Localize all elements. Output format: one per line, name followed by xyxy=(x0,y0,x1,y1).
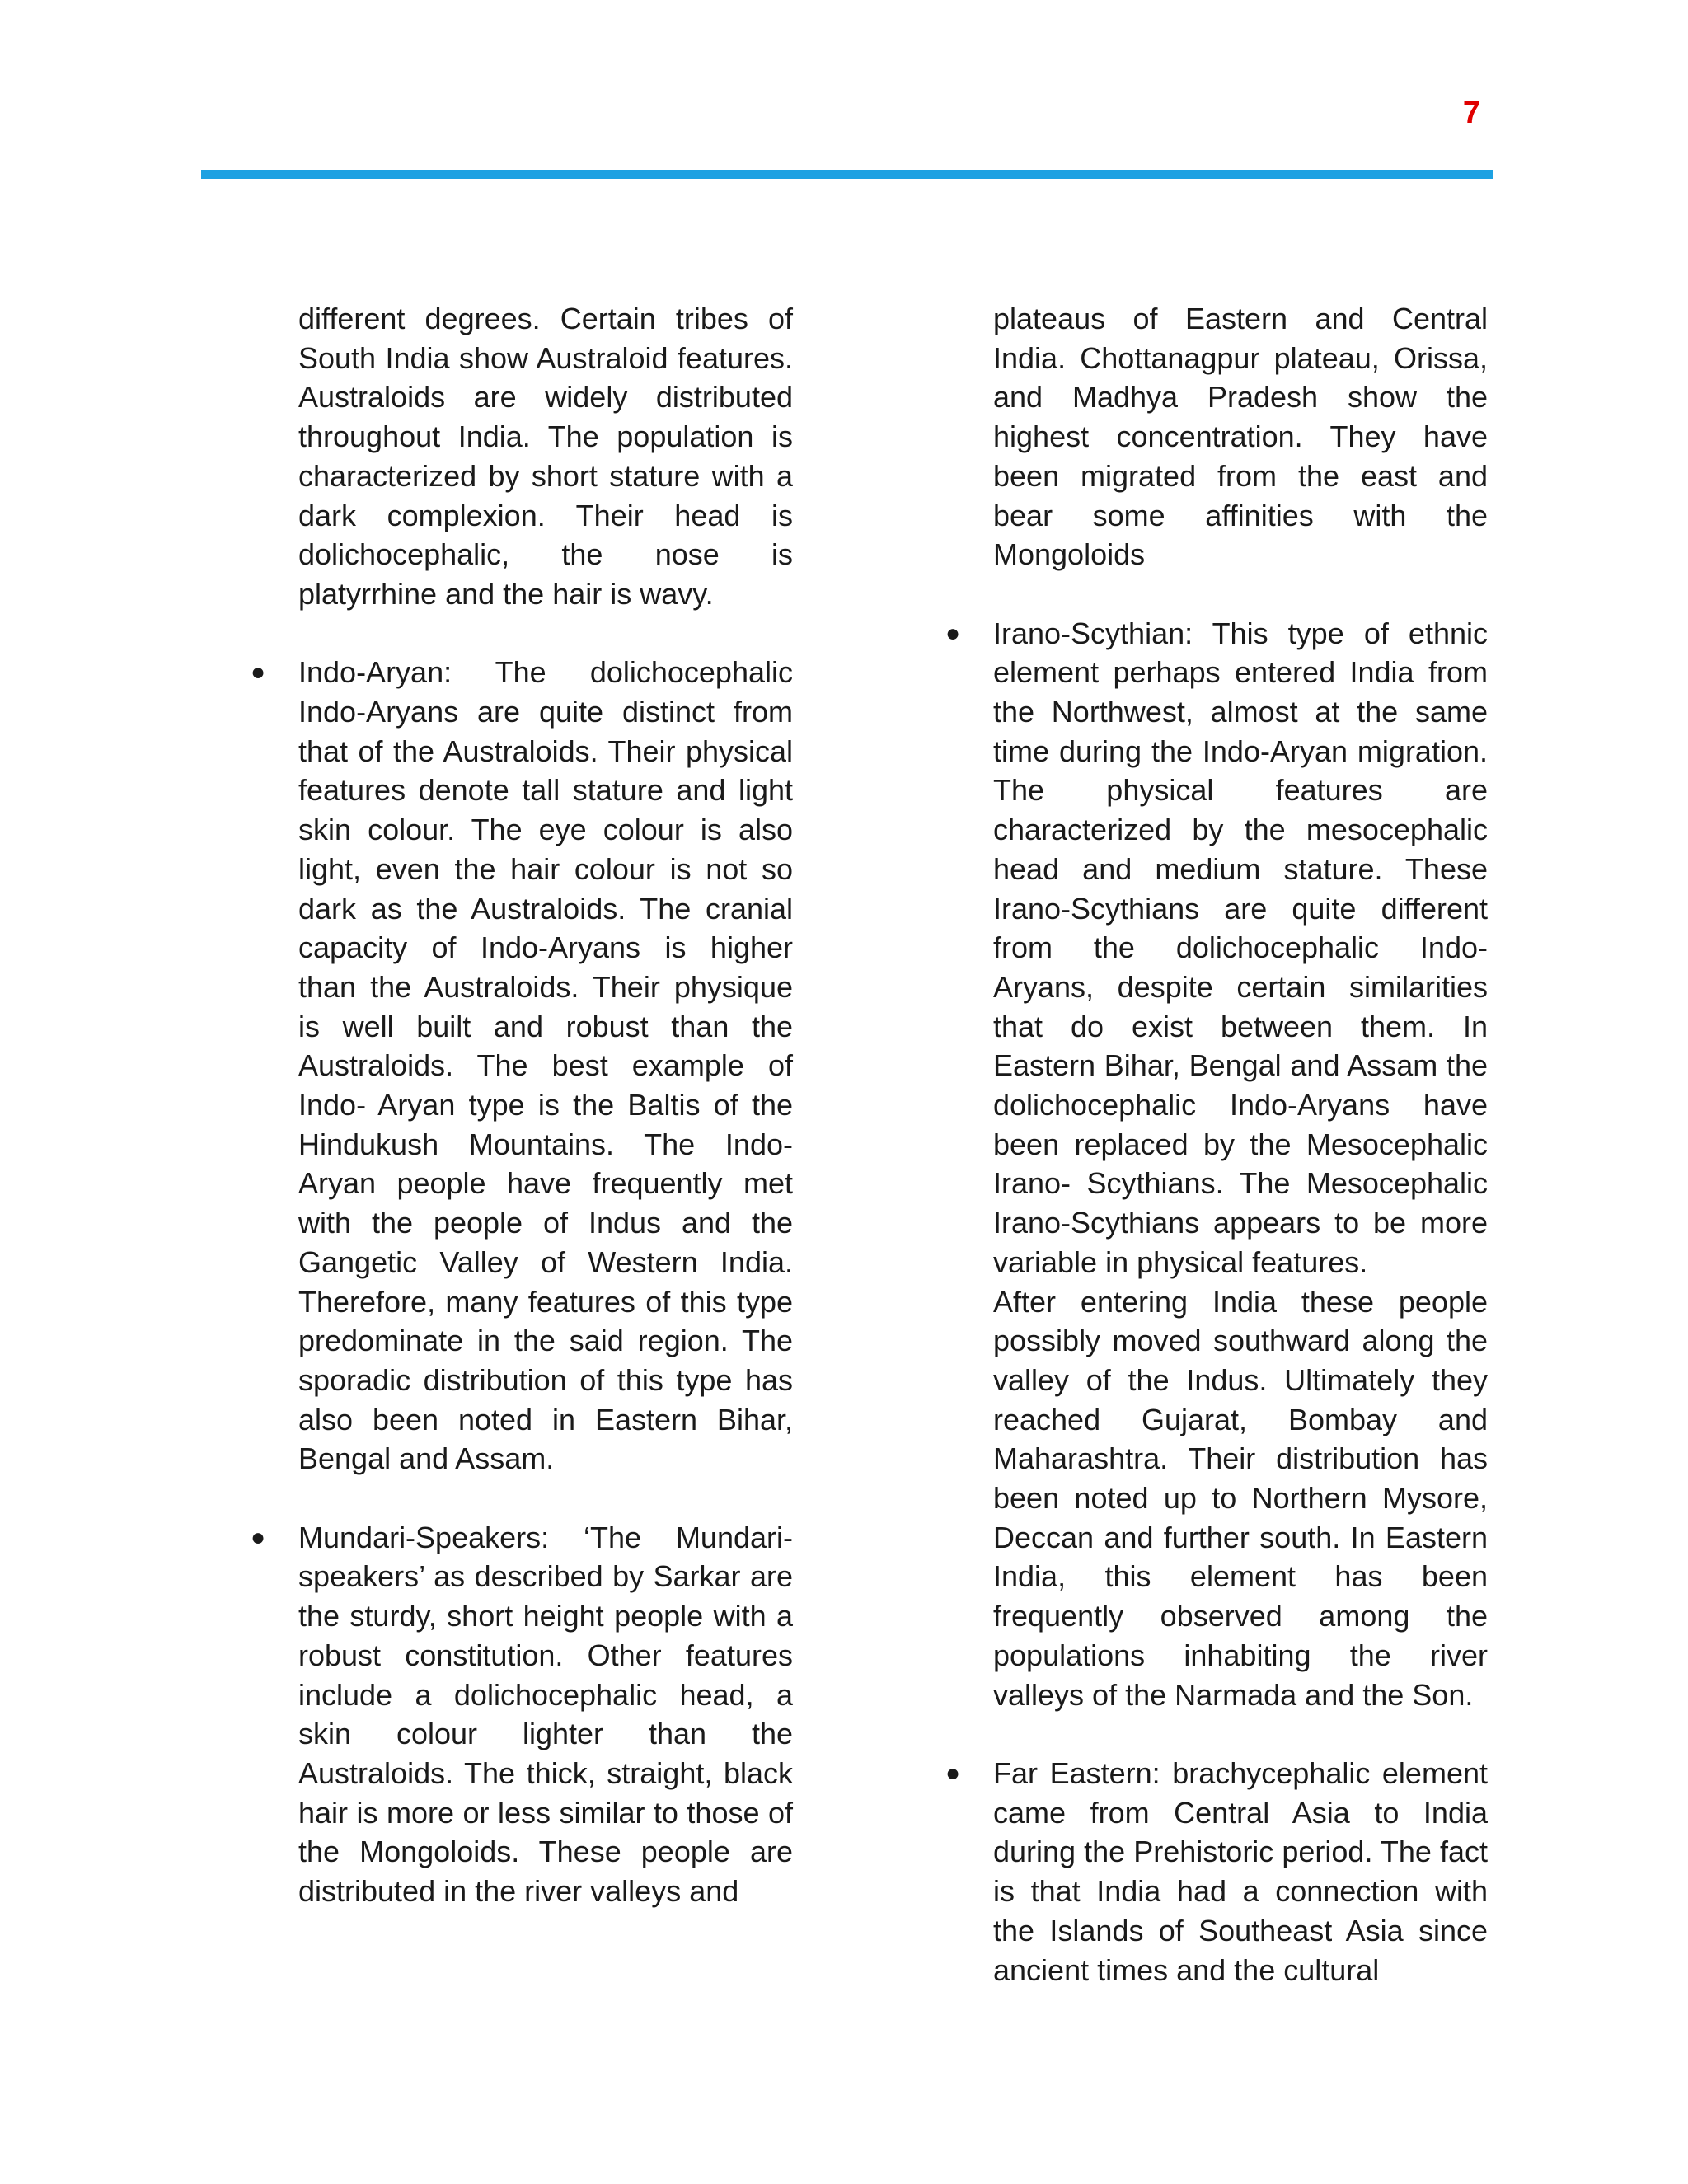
bullet-text-far-eastern: Far Eastern: brachycephalic element came from Central Asia to India during the Prehistoric period. The fact is that India had a connection with the Islands of Southeast Asia since ancient times and the cultural xyxy=(993,1755,1488,1987)
bullet-item-far-eastern xyxy=(945,1754,1488,1990)
bullet-icon: ● xyxy=(945,619,961,647)
bullet-icon: ● xyxy=(251,658,266,687)
bullet-icon: ● xyxy=(251,1523,266,1551)
irano-scythian-continuation: After entering India these people possibly moved southward along the valley of the Indus. Ultimately they reached Gujarat, Bombay and Maharashtra. Their distribution has been noted up to Northern Mysore, Deccan and further south. In Eastern India, this element has been frequently observed among the populations inhabiting the river valleys of the Narmada and the Son. xyxy=(993,1284,1488,1712)
bullet-icon: ● xyxy=(945,1759,961,1787)
right-continued-paragraph: plateaus of Eastern and Central India. Chottanagpur plateau, Orissa, and Madhya Pradesh show the highest concentration. They have been migrated from the east and bear some affinities with the Mongoloids xyxy=(993,302,1488,572)
bullet-item-indo-aryan xyxy=(251,653,793,1479)
bullet-text-mundari-speakers: Mundari-Speakers: ‘The Mundari-speakers’ as described by Sarkar are the sturdy, short height people with a robust constitution. Other features include a dolichocephalic head, a skin colour lighter than the Australoids. The thick, straight, black hair is more or less similar to those of the Mongoloids. These people are distributed in the river valleys and xyxy=(298,1520,793,1909)
page-number: 7 xyxy=(1462,96,1480,130)
left-column xyxy=(251,299,793,1911)
left-continued-paragraph: different degrees. Certain tribes of South India show Australoid features. Australoids are widely distributed throughout India. The population is characterized by short stature with a dark complexion. Their head is dolichocephalic, the nose is platyrrhine and the hair is wavy. xyxy=(298,302,793,611)
header-rule xyxy=(201,170,1493,179)
bullet-item-mundari-speakers xyxy=(251,1518,793,1911)
right-column xyxy=(945,299,1488,1990)
bullet-text-indo-aryan: Indo-Aryan: The dolichocephalic Indo-Aryans are quite distinct from that of the Australoids. Their physical features denote tall stature and light skin colour. The eye colour is also light, even the hair colour is not so dark as the Australoids. The cranial capacity of Indo-Aryans is higher than the Australoids. Their physique is well built and robust than the Australoids. The best example of Indo- Aryan type is the Baltis of the Hindukush Mountains. The Indo-Aryan people have frequently met with the people of Indus and the Gangetic Valley of Western India. Therefore, many features of this type predominate in the said region. The sporadic distribution of this type has also been noted in Eastern Bihar, Bengal and Assam. xyxy=(298,655,793,1476)
bullet-item-irano-scythian xyxy=(945,614,1488,1282)
bullet-text-irano-scythian: Irano-Scythian: This type of ethnic element perhaps entered India from the Northwest, almost at the same time during the Indo-Aryan migration. The physical features are characterized by the mesocephalic head and medium stature. These Irano-Scythians are quite different from the dolichocephalic Indo-Aryans, despite certain similarities that do exist between them. In Eastern Bihar, Bengal and Assam the dolichocephalic Indo-Aryans have been replaced by the Mesocephalic Irano- Scythians. The Mesocephalic Irano-Scythians appears to be more variable in physical features. xyxy=(993,616,1488,1279)
